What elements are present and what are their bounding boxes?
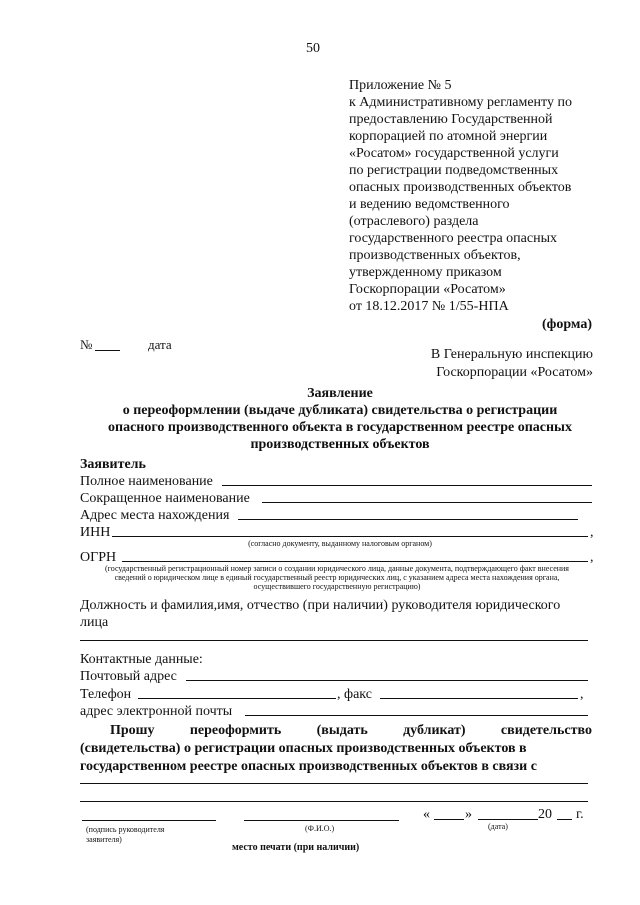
number-field[interactable]: [95, 350, 120, 351]
quote-open: «: [423, 807, 430, 822]
full-name-sign-field[interactable]: [244, 820, 399, 821]
head-label-line-1: Должность и фамилия,имя, отчество (при наличии) руководителя юридического: [80, 598, 561, 613]
head-name-field[interactable]: [80, 640, 588, 641]
appendix-line: и ведению ведомственного: [349, 197, 510, 212]
request-word: Прошу: [110, 723, 155, 738]
appendix-line: государственного реестра опасных: [349, 231, 557, 246]
fax-label: , факс: [337, 687, 372, 702]
name-caption: (Ф.И.О.): [305, 824, 335, 833]
address-field[interactable]: [238, 519, 578, 520]
date-label: дата: [148, 337, 172, 352]
applicant-heading: Заявитель: [80, 457, 146, 472]
head-label-line-2: лица: [80, 615, 109, 630]
ogrn-note-2: сведений о юридическом лице в единый государственный реестр юридических лиц, с указанием адреса места нахождения органа,: [114, 573, 560, 582]
appendix-line: утвержденному приказом: [349, 265, 502, 280]
year-prefix: 20: [538, 807, 552, 822]
appendix-line: от 18.12.2017 № 1/55-НПА: [349, 299, 509, 314]
title-heading: Заявление: [307, 386, 373, 401]
ogrn-field[interactable]: [122, 561, 588, 562]
request-word: переоформить: [189, 723, 282, 738]
request-line-2: (свидетельства) о регистрации опасных производственных объектов в: [80, 741, 527, 756]
reason-field-line-2[interactable]: [80, 801, 588, 802]
request-line-3: государственном реестре опасных производственных объектов в связи с: [80, 759, 537, 774]
postal-field[interactable]: [186, 680, 588, 681]
fax-comma: ,: [580, 687, 584, 702]
appendix-line: Госкорпорации «Росатом»: [349, 282, 506, 297]
contacts-heading: Контактные данные:: [80, 652, 203, 667]
appendix-line: «Росатом» государственной услуги: [349, 146, 559, 161]
title-line-2: о переоформлении (выдаче дубликата) свидетельства о регистрации: [122, 403, 558, 418]
appendix-line: к Административному регламенту по: [349, 95, 572, 110]
email-label: адрес электронной почты: [80, 704, 233, 719]
addressee-line-1: В Генеральную инспекцию: [430, 347, 593, 362]
email-field[interactable]: [245, 715, 588, 716]
short-name-field[interactable]: [262, 502, 592, 503]
appendix-line: производственных объектов,: [349, 248, 521, 263]
reason-field-line-1[interactable]: [80, 783, 588, 784]
appendix-line: предоставлению Государственной: [349, 112, 553, 127]
ogrn-note-1: (государственный регистрационный номер записи о создании юридического лица, данные документа, подтверждающего факт внесения: [105, 564, 569, 573]
signature-caption-2: заявителя): [86, 835, 122, 844]
inn-label: ИНН: [80, 525, 111, 540]
stamp-label: место печати (при наличии): [232, 842, 360, 853]
number-label: №: [80, 337, 93, 352]
inn-field[interactable]: [112, 536, 588, 537]
form-label: (форма): [541, 317, 592, 332]
year-field[interactable]: [557, 819, 572, 820]
signature-field[interactable]: [82, 820, 216, 821]
ogrn-label: ОГРН: [80, 550, 117, 565]
request-line-1: [80, 722, 592, 739]
full-name-field[interactable]: [222, 485, 592, 486]
day-field[interactable]: [434, 819, 464, 820]
appendix-line: корпорацией по атомной энергии: [349, 129, 548, 144]
request-word: (выдать: [316, 723, 368, 738]
inn-note: (согласно документу, выданному налоговым органом): [248, 539, 432, 548]
year-suffix: г.: [576, 807, 584, 822]
month-field[interactable]: [478, 819, 538, 820]
postal-label: Почтовый адрес: [80, 669, 177, 684]
request-word: дубликат): [403, 723, 466, 738]
address-label: Адрес места нахождения: [80, 508, 230, 523]
appendix-line: опасных производственных объектов: [349, 180, 572, 195]
ogrn-note-3: осуществившего государственную регистрацию): [253, 582, 421, 591]
full-name-label: Полное наименование: [80, 474, 213, 489]
request-word: свидетельство: [500, 723, 592, 738]
phone-label: Телефон: [80, 687, 132, 702]
title-line-4: производственных объектов: [250, 437, 430, 452]
fax-field[interactable]: [380, 698, 578, 699]
appendix-line: Приложение № 5: [349, 78, 452, 93]
signature-caption-1: (подпись руководителя: [86, 825, 165, 834]
quote-close: »: [465, 807, 472, 822]
page-number: 50: [306, 41, 320, 56]
inn-comma: ,: [590, 525, 594, 540]
phone-field[interactable]: [138, 698, 336, 699]
appendix-line: по регистрации подведомственных: [349, 163, 559, 178]
appendix-block: [349, 77, 609, 315]
addressee-line-2: Госкорпорации «Росатом»: [436, 365, 593, 380]
ogrn-comma: ,: [590, 550, 594, 565]
short-name-label: Сокращенное наименование: [80, 491, 250, 506]
title-line-3: опасного производственного объекта в государственном реестре опасных: [108, 420, 572, 435]
date-caption: (дата): [488, 822, 508, 831]
appendix-line: (отраслевого) раздела: [349, 214, 479, 229]
